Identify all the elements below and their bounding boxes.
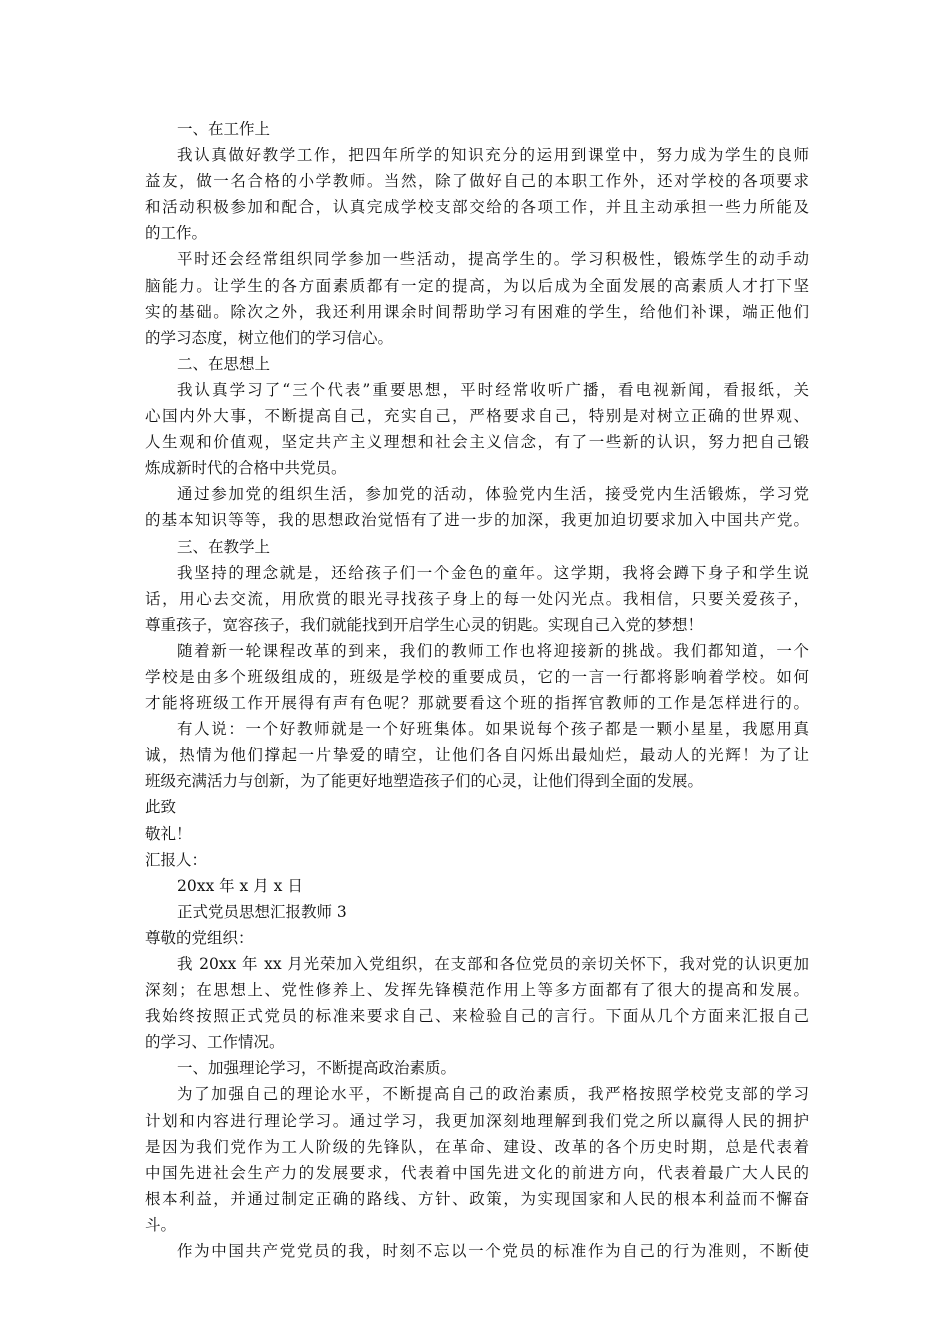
text-line: 二、在思想上	[177, 354, 271, 373]
text-line: 一、加强理论学习，不断提高政治素质。	[177, 1059, 457, 1078]
text-line: 我认真学习了“三个代表”重要思想，平时经常收听广播，看电视新闻，看报纸，关	[177, 380, 809, 399]
text-line: 诚，热情为他们撑起一片挚爱的晴空，让他们各自闪烁出最灿烂，最动人的光辉！为了让	[145, 746, 809, 765]
text-line: 话，用心去交流，用欣赏的眼光寻找孩子身上的每一处闪光点。我相信，只要关爱孩子，	[145, 589, 809, 608]
text-line: 平时还会经常组织同学参加一些活动，提高学生的。学习积极性，锻炼学生的动手动	[177, 250, 809, 269]
text-line: 是因为我们党作为工人阶级的先锋队，在革命、建设、改革的各个历史时期，总是代表着	[145, 1137, 809, 1156]
text-line: 随着新一轮课程改革的到来，我们的教师工作也将迎接新的挑战。我们都知道，一个	[177, 641, 809, 660]
text-line: 和活动积极参加和配合，认真完成学校支部交给的各项工作，并且主动承担一些力所能及	[145, 198, 809, 217]
text-line: 我坚持的理念就是，还给孩子们一个金色的童年。这学期，我将会蹲下身子和学生说	[177, 563, 809, 582]
text-line: 我认真做好教学工作，把四年所学的知识充分的运用到课堂中，努力成为学生的良师	[177, 146, 809, 165]
text-line: 益友，做一名合格的小学教师。当然，除了做好自己的本职工作外，还对学校的各项要求	[145, 172, 809, 191]
text-line: 三、在教学上	[177, 537, 271, 556]
text-line: 计划和内容进行理论学习。通过学习，我更加深刻地理解到我们党之所以赢得人民的拥护	[145, 1111, 809, 1130]
text-line: 正式党员思想汇报教师 3	[177, 902, 347, 921]
text-line: 一、在工作上	[177, 120, 271, 138]
text-line: 的工作。	[145, 224, 208, 243]
text-line: 20xx 年 x 月 x 日	[177, 876, 303, 895]
text-line: 此致	[145, 798, 177, 817]
text-line: 我始终按照正式党员的标准来要求自己、来检验自己的言行。下面从几个方面来汇报自己	[145, 1007, 809, 1026]
text-line: 有人说：一个好教师就是一个好班集体。如果说每个孩子都是一颗小星星，我愿用真	[177, 720, 809, 739]
text-line: 的学习态度，树立他们的学习信心。	[145, 328, 394, 347]
text-line: 的学习、工作情况。	[145, 1033, 285, 1052]
text-line: 中国先进社会生产力的发展要求，代表着中国先进文化的前进方向，代表着最广大人民的	[145, 1163, 809, 1182]
text-line: 的基本知识等等，我的思想政治觉悟有了进一步的加深，我更加迫切要求加入中国共产党。	[145, 511, 809, 530]
text-line: 尊重孩子，宽容孩子，我们就能找到开启学生心灵的钥匙。实现自己入党的梦想！	[145, 615, 704, 634]
text-line: 才能将班级工作开展得有声有色呢？那就要看这个班的指挥官教师的工作是怎样进行的。	[145, 694, 809, 713]
text-line: 我 20xx 年 xx 月光荣加入党组织，在支部和各位党员的亲切关怀下，我对党的认识更加	[177, 955, 809, 973]
text-line: 脑能力。让学生的各方面素质都有一定的提高，为以后成为全面发展的高素质人才打下坚	[145, 276, 809, 295]
text-line: 心国内外大事，不断提高自己，充实自己，严格要求自己，特别是对树立正确的世界观、	[145, 407, 809, 426]
text-line: 汇报人：	[145, 850, 208, 869]
text-line: 根本利益，并通过制定正确的路线、方针、政策，为实现国家和人民的根本利益而不懈奋	[145, 1189, 809, 1208]
document-page	[145, 116, 809, 1264]
text-line: 深刻；在思想上、党性修养上、发挥先锋模范作用上等多方面都有了很大的提高和发展。	[145, 981, 809, 1000]
text-line: 通过参加党的组织生活，参加党的活动，体验党内生活，接受党内生活锻炼，学习党	[177, 485, 809, 504]
text-line: 尊敬的党组织：	[145, 928, 254, 947]
text-line: 斗。	[145, 1215, 177, 1234]
text-line: 实的基础。除次之外，我还利用课余时间帮助学习有困难的学生，给他们补课，端正他们	[145, 302, 809, 321]
text-line: 作为中国共产党党员的我，时刻不忘以一个党员的标准作为自己的行为准则，不断使	[177, 1242, 809, 1261]
text-line: 炼成新时代的合格中共党员。	[145, 459, 347, 478]
text-line: 为了加强自己的理论水平，不断提高自己的政治素质，我严格按照学校党支部的学习	[177, 1085, 809, 1104]
text-line: 学校是由多个班级组成的，班级是学校的重要成员，它的一言一行都将影响着学校。如何	[145, 667, 809, 686]
text-line: 敬礼！	[145, 824, 192, 843]
text-line: 人生观和价值观，坚定共产主义理想和社会主义信念，有了一些新的认识，努力把自己锻	[145, 433, 809, 452]
text-line: 班级充满活力与创新，为了能更好地塑造孩子们的心灵，让他们得到全面的发展。	[145, 772, 704, 791]
